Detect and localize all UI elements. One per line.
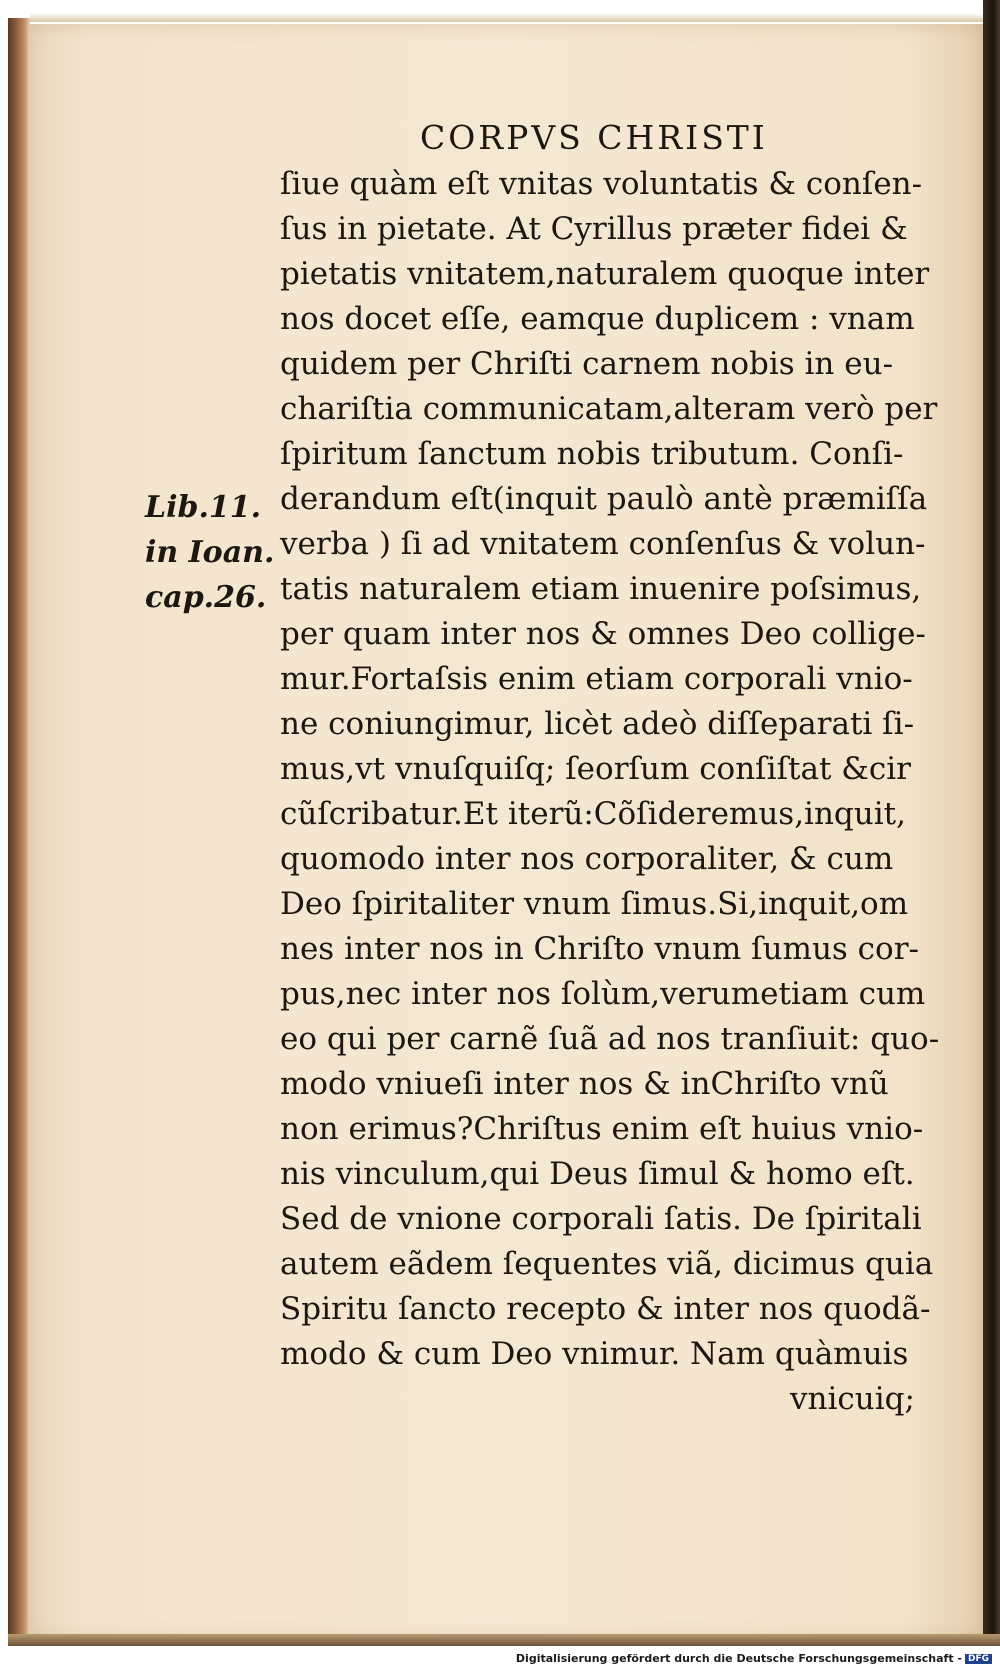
text-line: Sed de vnione corporali ſatis. De ſpiritali [280, 1201, 922, 1237]
page-top-edge [30, 0, 1000, 22]
book-edge-bottom [8, 1634, 1000, 1646]
text-line: modo vniueſi inter nos & inChriſto vnũ [280, 1066, 889, 1102]
text-line: verba ) ſi ad vnitatem conſenſus & volun- [280, 526, 926, 562]
digitization-credit [516, 1652, 992, 1665]
text-line: quomodo inter nos corporaliter, & cum [280, 841, 894, 877]
text-line: pus,nec inter nos ſolùm,verumetiam cum [280, 976, 926, 1012]
text-line: tatis naturalem etiam inuenire poſsimus, [280, 571, 922, 607]
text-line: derandum eſt(inquit paulò antè præmiſſa [280, 481, 928, 517]
catchword: vnicuiq; [790, 1381, 915, 1417]
text-line: ſpiritum ſanctum nobis tributum. Conſi- [280, 436, 904, 472]
text-line: ſiue quàm eſt vnitas voluntatis & conſen- [280, 166, 923, 202]
margin-note [145, 485, 275, 620]
margin-note-line: in Ioan. [145, 535, 275, 570]
text-line: nis vinculum,qui Deus ſimul & homo eſt. [280, 1156, 915, 1192]
text-line: per quam inter nos & omnes Deo collige- [280, 616, 926, 652]
dfg-logo: DFG [965, 1654, 992, 1664]
text-line: eo qui per carnẽ ſuã ad nos tranſiuit: quo- [280, 1021, 940, 1057]
text-line: autem eãdem ſequentes viã, dicimus quia [280, 1246, 934, 1282]
text-line: chariſtia communicatam,alteram verò per [280, 391, 938, 427]
body-text [280, 162, 970, 1422]
text-line: quidem per Chriſti carnem nobis in eu- [280, 346, 894, 382]
text-line: nos docet eſſe, eamque duplicem : vnam [280, 301, 915, 337]
text-line: nes inter nos in Chriſto vnum ſumus cor- [280, 931, 919, 967]
margin-note-line: Lib.11. [145, 490, 262, 525]
margin-note-line: cap.26. [145, 580, 267, 615]
text-line: cũſcribatur.Et iterũ:Cõſideremus,inquit, [280, 796, 906, 832]
text-line: Spiritu ſancto recepto & inter nos quodã- [280, 1291, 931, 1327]
text-line: ne coniungimur, licèt adeò diſſeparati ſi- [280, 706, 915, 742]
text-line: Deo ſpiritaliter vnum ſimus.Si,inquit,om [280, 886, 909, 922]
text-line: pietatis vnitatem,naturalem quoque inter [280, 256, 930, 292]
text-line: non erimus?Chriſtus enim eſt huius vnio- [280, 1111, 924, 1147]
book-binding-left [8, 18, 30, 1643]
text-line: modo & cum Deo vnimur. Nam quàmuis [280, 1336, 909, 1372]
text-line: ſus in pietate. At Cyrillus præter fidei & [280, 211, 908, 247]
text-line: mur.Fortaſsis enim etiam corporali vnio- [280, 661, 913, 697]
text-line: mus,vt vnuſquiſq; ſeorſum conſiſtat &cir [280, 751, 911, 787]
book-edge-right [983, 0, 1000, 1645]
credit-text: Digitalisierung gefördert durch die Deutsche Forschungsgemeinschaft - [515, 1652, 962, 1665]
running-title: CORPVS CHRISTI [420, 118, 768, 157]
